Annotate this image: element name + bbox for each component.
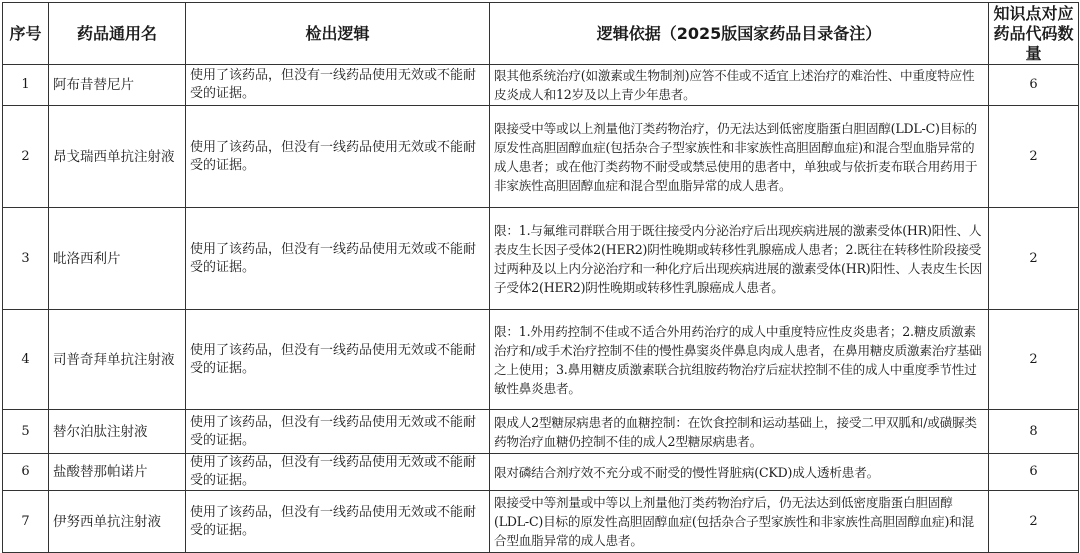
table-row — [3, 491, 1079, 553]
row-logic-basis: 限成人2型糖尿病患者的血糖控制：在饮食控制和运动基础上，接受二甲双胍和/或磺脲类药物治疗血糖仍控制不佳的成人2型糖尿病患者。 — [490, 410, 989, 454]
row-index: 7 — [3, 491, 49, 553]
row-logic-basis: 限接受中等或以上剂量他汀类药物治疗，仍无法达到低密度脂蛋白胆固醇(LDL-C)目标的原发性高胆固醇血症(包括杂合子型家族性和非家族性高胆固醇血症)和混合型血脂异常的成人患者；或在他汀类药物不耐受或禁忌使用的患者中，单独或与依折麦布联合用药用于非家族性高胆固醇血症和混合型血脂异常的成人患者。 — [490, 106, 989, 208]
row-logic-basis: 限：1.与氟维司群联合用于既往接受内分泌治疗后出现疾病进展的激素受体(HR)阳性、人表皮生长因子受体2(HER2)阴性晚期或转移性乳腺癌成人患者；2.既往在转移性阶段接受过两种及以上内分泌治疗和一种化疗后出现疾病进展的激素受体(HR)阳性、人表皮生长因子受体2(HER2)阴性晚期或转移性乳腺癌成人患者。 — [490, 208, 989, 310]
header-index: 序号 — [3, 3, 49, 65]
row-index: 3 — [3, 208, 49, 310]
row-logic-basis: 限：1.外用药控制不佳或不适合外用药治疗的成人中重度特应性皮炎患者；2.糖皮质激素治疗和/或手术治疗控制不佳的慢性鼻窦炎伴鼻息肉成人患者，在鼻用糖皮质激素治疗基础之上使用；3.鼻用糖皮质激素联合抗组胺药物治疗后症状控制不佳的成人中重度季节性过敏性鼻炎患者。 — [490, 310, 989, 410]
row-detection-logic: 使用了该药品，但没有一线药品使用无效或不能耐受的证据。 — [186, 208, 490, 310]
row-logic-basis: 限接受中等剂量或中等以上剂量他汀类药物治疗后，仍无法达到低密度脂蛋白胆固醇(LDL-C)目标的原发性高胆固醇血症(包括杂合子型家族性和非家族性高胆固醇血症)和混合型血脂异常的成人患者。 — [490, 491, 989, 553]
table-row — [3, 454, 1079, 491]
row-detection-logic: 使用了该药品，但没有一线药品使用无效或不能耐受的证据。 — [186, 106, 490, 208]
row-index: 6 — [3, 454, 49, 491]
row-detection-logic: 使用了该药品，但没有一线药品使用无效或不能耐受的证据。 — [186, 454, 490, 491]
row-code-count: 6 — [989, 454, 1079, 491]
table-row — [3, 106, 1079, 208]
row-index: 2 — [3, 106, 49, 208]
header-logic-basis: 逻辑依据（2025版国家药品目录备注） — [490, 3, 989, 65]
header-row — [3, 3, 1079, 65]
row-code-count: 8 — [989, 410, 1079, 454]
row-code-count: 2 — [989, 491, 1079, 553]
row-logic-basis: 限其他系统治疗(如激素或生物制剂)应答不佳或不适宜上述治疗的难治性、中重度特应性皮炎成人和12岁及以上青少年患者。 — [490, 65, 989, 106]
row-drug-name: 伊努西单抗注射液 — [49, 491, 186, 553]
table-row — [3, 65, 1079, 106]
row-code-count: 2 — [989, 310, 1079, 410]
row-logic-basis: 限对磷结合剂疗效不充分或不耐受的慢性肾脏病(CKD)成人透析患者。 — [490, 454, 989, 491]
table-row — [3, 410, 1079, 454]
row-drug-name: 盐酸替那帕诺片 — [49, 454, 186, 491]
drug-table — [2, 2, 1079, 553]
header-code-count: 知识点对应药品代码数量 — [989, 3, 1079, 65]
row-code-count: 6 — [989, 65, 1079, 106]
row-code-count: 2 — [989, 208, 1079, 310]
header-detection-logic: 检出逻辑 — [186, 3, 490, 65]
row-index: 1 — [3, 65, 49, 106]
row-drug-name: 昂戈瑞西单抗注射液 — [49, 106, 186, 208]
row-drug-name: 阿布昔替尼片 — [49, 65, 186, 106]
table-row — [3, 310, 1079, 410]
row-drug-name: 司普奇拜单抗注射液 — [49, 310, 186, 410]
header-drug-name: 药品通用名 — [49, 3, 186, 65]
row-detection-logic: 使用了该药品，但没有一线药品使用无效或不能耐受的证据。 — [186, 491, 490, 553]
row-detection-logic: 使用了该药品，但没有一线药品使用无效或不能耐受的证据。 — [186, 310, 490, 410]
row-code-count: 2 — [989, 106, 1079, 208]
row-index: 5 — [3, 410, 49, 454]
row-drug-name: 替尔泊肽注射液 — [49, 410, 186, 454]
row-detection-logic: 使用了该药品，但没有一线药品使用无效或不能耐受的证据。 — [186, 410, 490, 454]
row-detection-logic: 使用了该药品，但没有一线药品使用无效或不能耐受的证据。 — [186, 65, 490, 106]
row-index: 4 — [3, 310, 49, 410]
row-drug-name: 吡洛西利片 — [49, 208, 186, 310]
table-row — [3, 208, 1079, 310]
